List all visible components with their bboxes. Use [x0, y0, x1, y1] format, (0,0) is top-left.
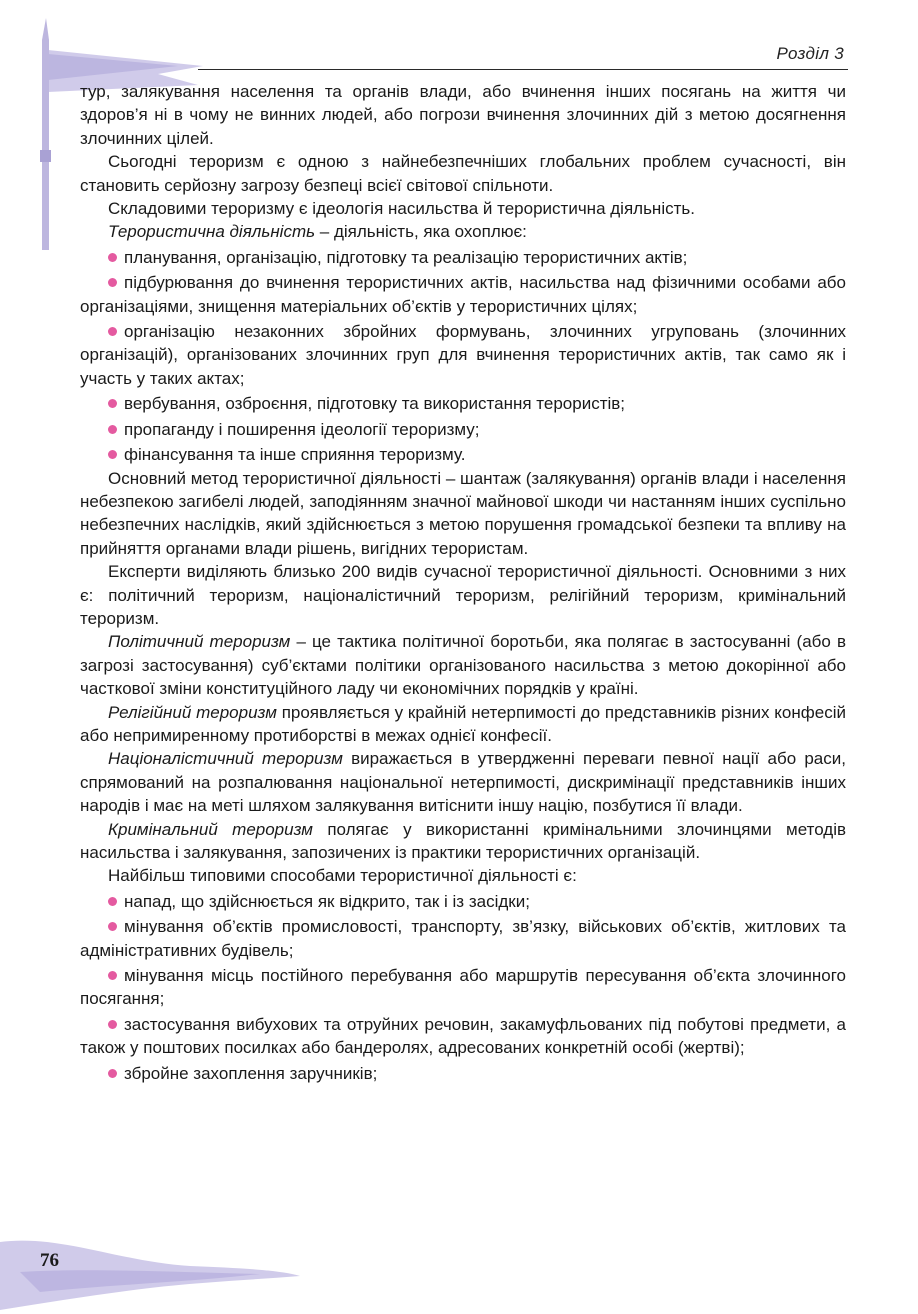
bullet-item — [80, 418, 846, 441]
term-italic: Кримінальний тероризм — [108, 819, 313, 839]
bullet-item — [80, 1013, 846, 1060]
page-number: 76 — [40, 1250, 59, 1271]
bullet-item — [80, 392, 846, 415]
paragraph — [80, 747, 846, 817]
paragraph-text: мінування місць постійного перебування або маршрутів пересування об’єкта злочинного посягання; — [80, 966, 846, 1009]
paragraph-text: – це тактика політичної боротьби, яка полягає в застосуванні (або в загрозі застосування) суб’єктами політики організованого насильства з метою докорінної або часткової зміни конституційного ладу чи економічних порядків у країні. — [80, 632, 846, 699]
paragraph — [80, 197, 846, 220]
paragraph — [80, 701, 846, 748]
term-italic: Націоналістичний тероризм — [108, 749, 343, 769]
paragraph-text: мінування об’єктів промисловості, транспорту, зв’язку, військових об’єктів, житлових та адміністративних будівель; — [80, 917, 846, 960]
bullet-item — [80, 320, 846, 390]
paragraph-text: застосування вибухових та отруйних речовин, закамуфльованих під побутові предмети, а також у поштових посилках або бандеролях, адресованих конкретній особі (жертві); — [80, 1014, 846, 1058]
paragraph-text: організацію незаконних збройних формувань, злочинних угруповань (злочинних організацій), організованих злочинних груп для вчинення терористичних актів, так само як і участь у таких актах; — [80, 322, 846, 388]
bullet-item — [80, 915, 846, 962]
bullet-marker — [108, 450, 117, 459]
bullet-marker — [108, 1020, 117, 1029]
bullet-marker — [108, 1069, 117, 1078]
paragraph — [80, 630, 846, 700]
header-rule — [198, 69, 848, 70]
page-body — [80, 80, 846, 1085]
paragraph-text: Складовими тероризму є ідеологія насильства й терористична діяльність. — [108, 199, 695, 219]
bullet-item — [80, 964, 846, 1011]
paragraph — [80, 560, 846, 630]
paragraph-text: підбурювання до вчинення терористичних актів, насильства над фізичними особами або організаціями, знищення матеріальних об’єктів у терористичних цілях; — [80, 273, 846, 316]
paragraph-text: вербування, озброєння, підготовку та використання терористів; — [124, 394, 626, 414]
bullet-item — [80, 443, 846, 466]
bullet-item — [80, 246, 846, 269]
paragraph — [80, 467, 846, 561]
paragraph-text: тур, залякування населення та органів влади, або вчинення інших посягань на життя чи здоров’я ні в чому не винних людей, або погрози вчинення злочинних дій з метою досягнення злочинних цілей. — [80, 82, 846, 148]
bullet-marker — [108, 425, 117, 434]
paragraph-continuation — [80, 80, 846, 150]
paragraph-text: напад, що здійснюється як відкрито, так і із засідки; — [124, 891, 530, 911]
paragraph-text: виражається в утвердженні переваги певної нації або раси, спрямований на розпалювання національної нетерпимості, дискримінації представників інших народів і має на меті шляхом залякування витіснити іншу націю, позбутися її влади. — [80, 749, 846, 816]
paragraph — [80, 220, 846, 243]
bullet-item — [80, 271, 846, 318]
bullet-item — [80, 890, 846, 913]
paragraph-text: Найбільш типовими способами терористичної діяльності є: — [108, 866, 577, 886]
paragraph — [80, 818, 846, 865]
term-italic: Терористична діяльність — [108, 222, 316, 242]
bullet-marker — [108, 278, 117, 287]
paragraph-text: Сьогодні тероризм є одною з найнебезпечніших глобальних проблем сучасності, він становить серйозну загрозу безпеці всієї світової спільноти. — [80, 152, 846, 195]
paragraph-text: фінансування та інше сприяння тероризму. — [124, 445, 466, 465]
term-italic: Релігійний тероризм — [108, 702, 277, 722]
paragraph-text: пропаганду і поширення ідеології тероризму; — [124, 419, 480, 439]
paragraph — [80, 150, 846, 197]
section-label: Розділ 3 — [776, 44, 844, 63]
paragraph-text: проявляється у крайній нетерпимості до представників різних конфесій або непримиренному протиборстві в межах однієї конфесії. — [80, 702, 846, 745]
paragraph-text: Основний метод терористичної діяльності – шантаж (залякування) органів влади і населення небезпекою загибелі людей, заподіянням значної майнової шкоди чи настанням інших суспільно небезпечних наслідків, який здійснюється з метою порушення громадської безпеки та впливу на прийняття органами влади рішень, вигідних терористам. — [80, 468, 846, 558]
bullet-marker — [108, 922, 117, 931]
bullet-marker — [108, 897, 117, 906]
paragraph-text: збройне захоплення заручників; — [124, 1063, 378, 1083]
footer-brush-decoration — [0, 1232, 320, 1314]
paragraph — [80, 864, 846, 887]
paragraph-text: планування, організацію, підготовку та реалізацію терористичних актів; — [124, 247, 688, 267]
bullet-marker — [108, 327, 117, 336]
paragraph-text: полягає у використанні кримінальними злочинцями методів насильства і залякування, запозичених із практики терористичних організацій. — [80, 819, 847, 862]
paragraph-text: – діяльність, яка охоплює: — [315, 222, 527, 242]
paragraph-text: Експерти виділяють близько 200 видів сучасної терористичної діяльності. Основними з них є: політичний тероризм, націоналістичний тероризм, релігійний тероризм, кримінальний тероризм. — [80, 562, 846, 628]
bullet-item — [80, 1062, 846, 1085]
bullet-marker — [108, 253, 117, 262]
bullet-marker — [108, 399, 117, 408]
bullet-marker — [108, 971, 117, 980]
term-italic: Політичний тероризм — [108, 632, 291, 652]
